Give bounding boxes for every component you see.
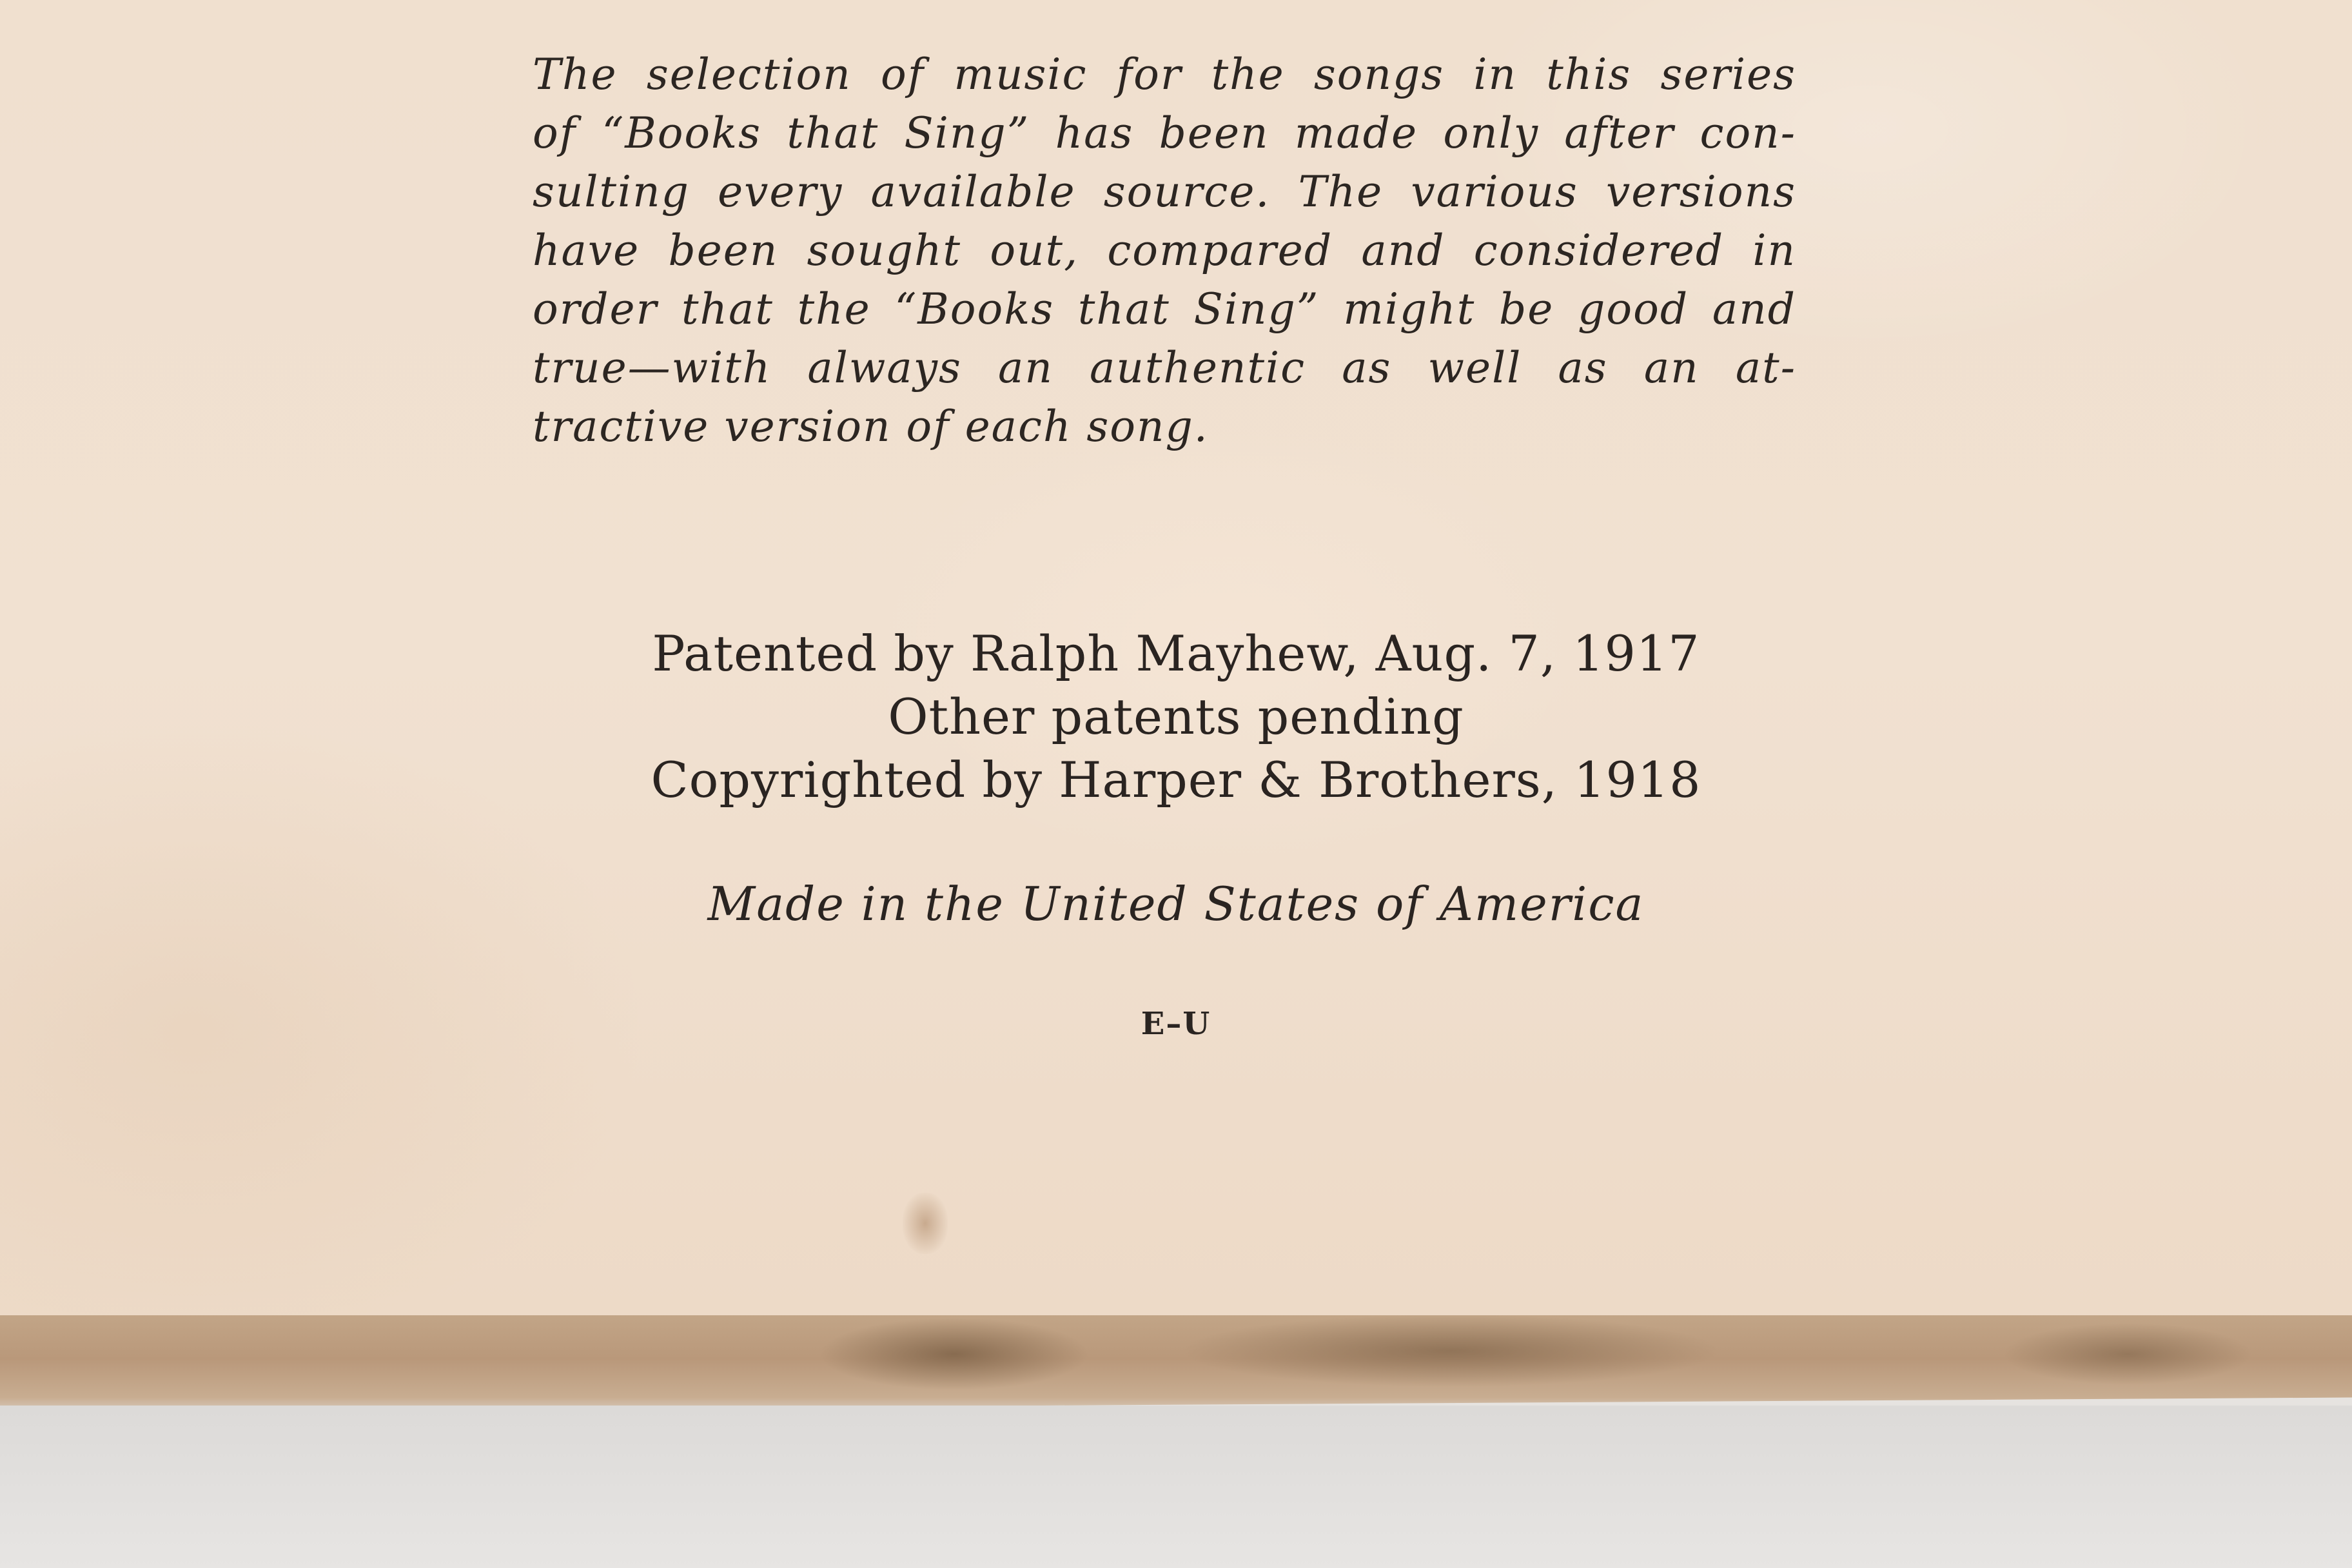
- intro-line: sulting every available source. The various versions: [533, 167, 1796, 217]
- intro-line: tractive version of each song.: [533, 402, 1209, 451]
- printer-mark: E–U: [1141, 1006, 1211, 1042]
- book-fore-edge: [0, 1315, 2352, 1412]
- intro-line: of “Books that Sing” has been made only after con-: [533, 108, 1796, 158]
- patent-notice: Patented by Ralph Mayhew, Aug. 7, 1917: [652, 625, 1700, 682]
- credits-block: [0, 622, 2352, 812]
- intro-paragraph: [533, 45, 1796, 456]
- origin-notice: Made in the United States of America: [707, 877, 1645, 931]
- intro-line: true—with always an authentic as well as an at-: [533, 343, 1796, 393]
- copyright-notice: Copyrighted by Harper & Brothers, 1918: [651, 751, 1701, 808]
- intro-line: The selection of music for the songs in this series: [533, 50, 1796, 99]
- paper-stain: [903, 1193, 948, 1254]
- patents-pending-notice: Other patents pending: [888, 688, 1464, 745]
- intro-line: order that the “Books that Sing” might be good and: [533, 284, 1796, 334]
- intro-line: have been sought out, compared and considered in: [533, 226, 1796, 275]
- table-surface: [0, 1406, 2352, 1568]
